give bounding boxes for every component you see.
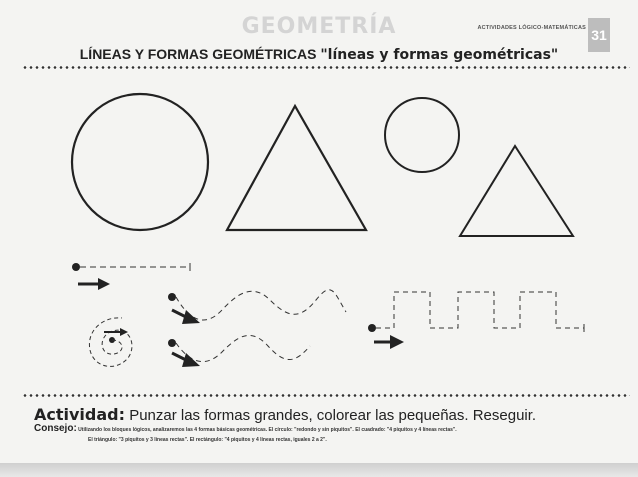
- large-circle-shape: [72, 94, 208, 230]
- small-circle-shape: [385, 98, 459, 172]
- arrow-icon: [390, 335, 404, 349]
- start-dot: [168, 293, 176, 301]
- lower-wavy-line-exercise: [168, 335, 310, 367]
- advice-line-2: El triángulo: "3 piquitos y 3 líneas rectas". El rectángulo: "4 piquitos y 4 líneas rectas, iguales 2 a 2".: [88, 437, 327, 443]
- advice-label: Consejo:: [34, 423, 77, 434]
- advice-line-1: Utilizando los bloques lógicos, analizaremos las 4 formas básicas geométricas. El círculo: "redondo y sin piquitos". El cuadrado: "4 piquitos y 4 líneas rectas".: [78, 427, 457, 433]
- spiral-exercise: [89, 318, 132, 367]
- arrow-icon: [98, 278, 110, 290]
- wavy-line-exercise: [168, 290, 346, 324]
- arrow-icon: [120, 328, 128, 336]
- arrow-icon: [182, 353, 200, 367]
- start-dot: [72, 263, 80, 271]
- subtitle-quoted: "líneas y formas geométricas": [320, 47, 559, 63]
- activity-text: Punzar las formas grandes, colorear las pequeñas. Reseguir.: [129, 407, 537, 424]
- start-dot: [368, 324, 376, 332]
- page-edge-shadow: [0, 463, 638, 477]
- advice-block: [34, 424, 624, 445]
- page-title: GEOMETRÍA: [241, 14, 397, 39]
- page-number-tab: 31: [588, 18, 610, 52]
- subtitle-main: LÍNEAS Y FORMAS GEOMÉTRICAS: [79, 46, 317, 62]
- section-label: ACTIVIDADES LÓGICO-MATEMÁTICAS: [477, 25, 586, 31]
- activity-label: Actividad:: [34, 405, 126, 424]
- square-wave-exercise: [368, 292, 584, 349]
- large-triangle-shape: [227, 106, 366, 230]
- start-dot: [168, 339, 176, 347]
- small-triangle-shape: [460, 146, 573, 236]
- activity-instruction: [34, 405, 536, 424]
- arrow-icon: [182, 310, 200, 324]
- straight-line-exercise: [72, 263, 190, 290]
